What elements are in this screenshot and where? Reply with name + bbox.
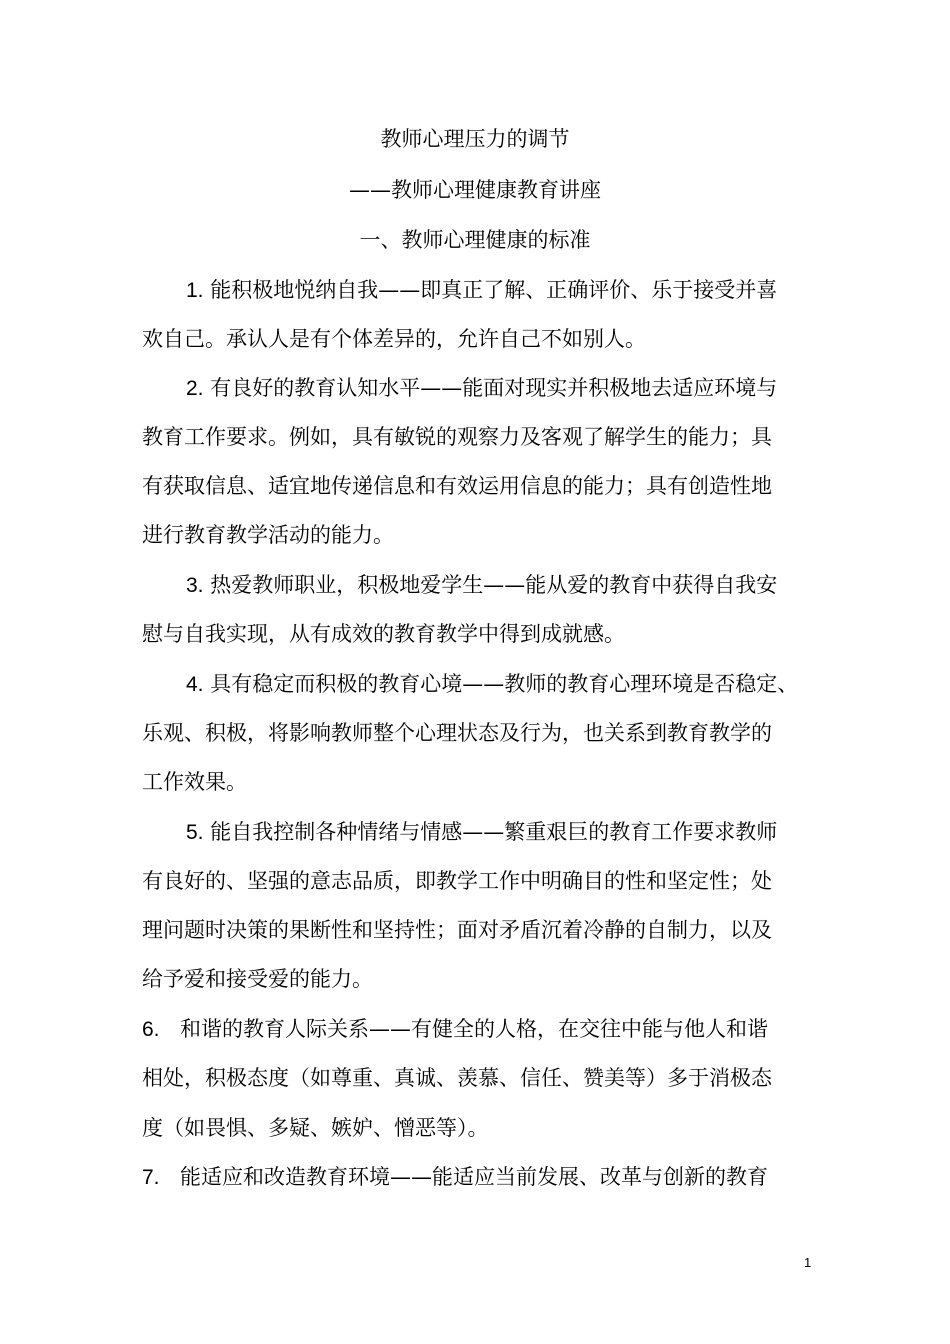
list-item-number: 6.: [142, 1018, 160, 1041]
list-item-line: 有获取信息、适宜地传递信息和有效运用信息的能力；具有创造性地: [142, 474, 772, 498]
list-item-text: 热爱教师职业，积极地爱学生——能从爱的教育中获得自我安: [210, 573, 778, 597]
list-item-number: 1.: [186, 279, 204, 302]
list-item-text: 能积极地悦纳自我——即真正了解、正确评价、乐于接受并喜: [210, 278, 778, 302]
list-item-text: 具有稳定而积极的教育心境——教师的教育心理环境是否稳定、: [210, 672, 799, 696]
list-item-line: 理问题时决策的果断性和坚持性；面对矛盾沉着冷静的自制力，以及: [142, 918, 772, 942]
list-item-text: 和谐的教育人际关系——有健全的人格，在交往中能与他人和谐: [180, 1017, 768, 1041]
list-item-first-line: [186, 669, 798, 700]
document-subtitle: ——教师心理健康教育讲座: [349, 178, 601, 202]
document-title: 教师心理压力的调节: [380, 127, 570, 151]
list-item-line: 给予爱和接受爱的能力。: [142, 967, 373, 991]
list-item-number: 2.: [186, 377, 204, 400]
list-item-line: 慰与自我实现，从有成效的教育教学中得到成就感。: [142, 622, 625, 646]
list-item-line: 教育工作要求。例如，具有敏锐的观察力及客观了解学生的能力；具: [142, 425, 772, 449]
list-item-first-line: [186, 570, 777, 601]
list-item-text: 有良好的教育认知水平——能面对现实并积极地去适应环境与: [210, 376, 778, 400]
list-item-line: 乐观、积极，将影响教师整个心理状态及行为，也关系到教育教学的: [142, 721, 772, 745]
list-item-number: 3.: [186, 574, 204, 597]
list-item-line: 进行教育教学活动的能力。: [142, 523, 394, 547]
list-item-text: 能自我控制各种情绪与情感——繁重艰巨的教育工作要求教师: [210, 820, 778, 844]
list-item-first-line: [186, 817, 777, 848]
list-item-number: 5.: [186, 821, 204, 844]
list-item-number: 4.: [186, 673, 204, 696]
list-item-line: 工作效果。: [142, 770, 247, 794]
list-item-first-line: [142, 1014, 768, 1045]
list-item-number: 7.: [142, 1166, 160, 1189]
list-item-line: 相处，积极态度（如尊重、真诚、羡慕、信任、赞美等）多于消极态: [142, 1066, 772, 1090]
list-item-line: 欢自己。承认人是有个体差异的，允许自己不如别人。: [142, 327, 646, 351]
list-item-line: 有良好的、坚强的意志品质，即教学工作中明确目的性和坚定性；处: [142, 869, 772, 893]
list-item-text: 能适应和改造教育环境——能适应当前发展、改革与创新的教育: [180, 1165, 768, 1189]
list-item-first-line: [186, 373, 777, 404]
list-item-line: 度（如畏惧、多疑、嫉妒、憎恶等）。: [142, 1116, 489, 1140]
list-item-first-line: [186, 275, 777, 306]
section-heading: 一、教师心理健康的标准: [359, 228, 591, 252]
list-item-first-line: [142, 1162, 768, 1193]
page-number: 1: [804, 1255, 812, 1270]
